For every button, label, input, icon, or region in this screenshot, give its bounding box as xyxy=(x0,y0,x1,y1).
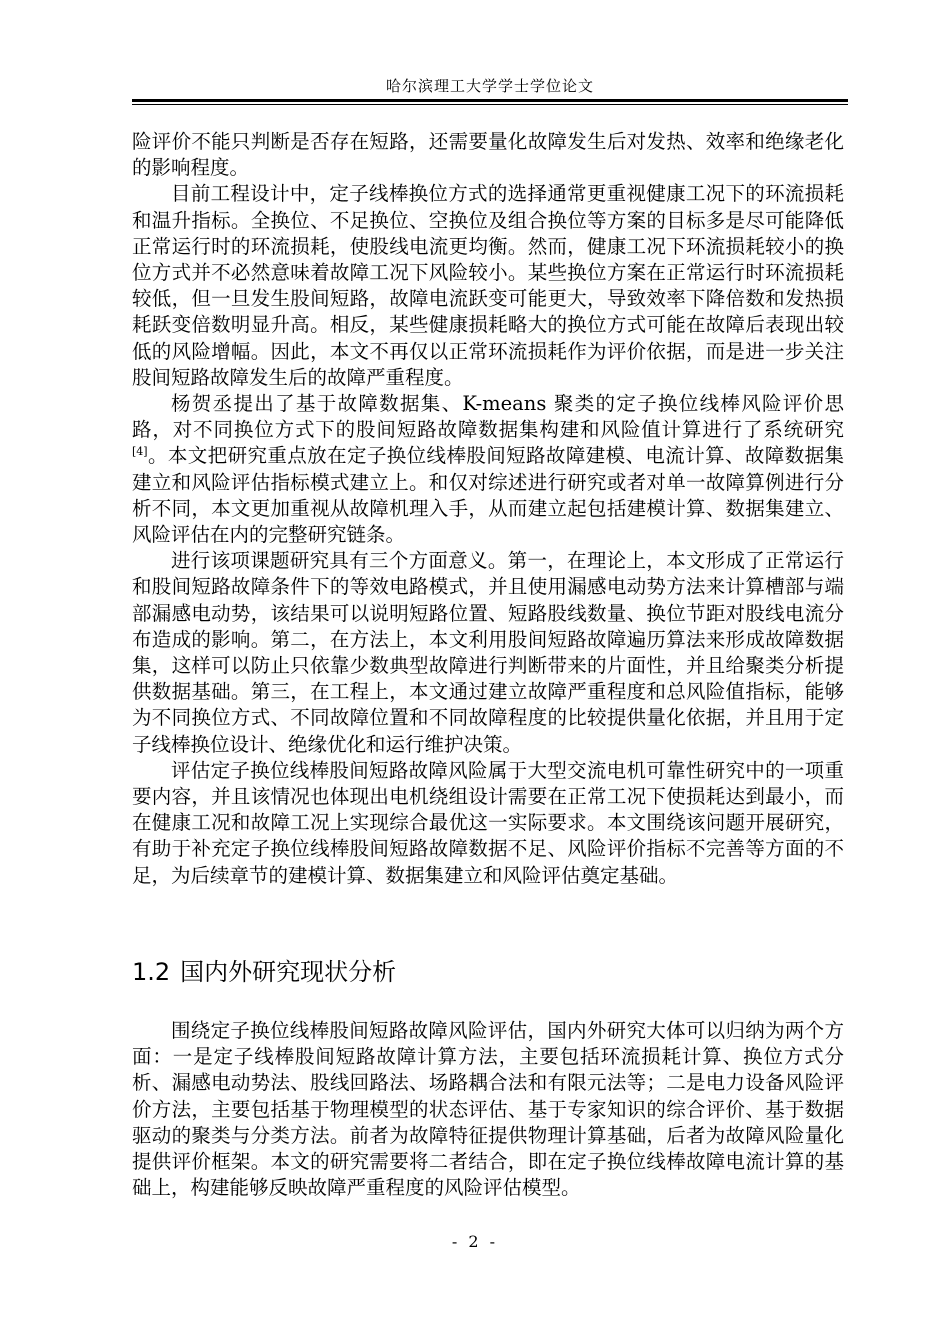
section-heading xyxy=(132,955,396,989)
section-number: 1.2 xyxy=(132,958,171,986)
paragraph: 围绕定子换位线棒股间短路故障风险评估，国内外研究大体可以归纳为两个方面：一是定子线棒股间短路故障计算方法，主要包括环流损耗计算、换位方式分析、漏感电动势法、股线回路法、场路耦合法和有限元法等；二是电力设备风险评价方法，主要包括基于物理模型的状态评估、基于专家知识的综合评价、基于数据驱动的聚类与分类方法。前者为故障特征提供物理计算基础，后者为故障风险量化提供评价框架。本文的研究需要将二者结合，即在定子换位线棒故障电流计算的基础上，构建能够反映故障严重程度的风险评估模型。 xyxy=(132,1019,844,1200)
header-rule-thin xyxy=(132,104,848,105)
paragraph-with-citation xyxy=(132,391,844,548)
paragraph-text: 。本文把研究重点放在定子换位线棒股间短路故障建模、电流计算、故障数据集建立和风险评估指标模式建立上。和仅对综述进行研究或者对单一故障算例进行分析不同，本文更加重视从故障机理入手，从而建立起包括建模计算、数据集建立、风险评估在内的完整研究链条。 xyxy=(132,444,844,547)
section-body-text xyxy=(132,1018,844,1201)
section-title: 国内外研究现状分析 xyxy=(180,958,397,986)
body-text xyxy=(132,129,844,889)
page-number: - 2 - xyxy=(451,1232,499,1251)
paragraph: 目前工程设计中，定子线棒换位方式的选择通常更重视健康工况下的环流损耗和温升指标。全换位、不足换位、空换位及组合换位等方案的目标多是尽可能降低正常运行时的环流损耗，使股线电流更均衡。然而，健康工况下环流损耗较小的换位方式并不必然意味着故障工况下风险较小。某些换位方案在正常运行时环流损耗较低，但一旦发生股间短路，故障电流跃变可能更大，导致效率下降倍数和发热损耗跃变倍数明显升高。相反，某些健康损耗略大的换位方式可能在故障后表现出较低的风险增幅。因此，本文不再仅以正常环流损耗作为评价依据，而是进一步关注股间短路故障发生后的故障严重程度。 xyxy=(132,182,844,389)
paragraph: 险评价不能只判断是否存在短路，还需要量化故障发生后对发热、效率和绝缘老化的影响程度。 xyxy=(132,130,844,180)
paragraph-text: 杨贺丞提出了基于故障数据集、K-means 聚类的定子换位线棒风险评价思路，对不同换位方式下的股间短路故障数据集构建和风险值计算进行了系统研究 xyxy=(132,392,844,442)
citation-ref: [4] xyxy=(132,445,148,459)
header-rule-thick xyxy=(132,99,848,102)
paragraph: 进行该项课题研究具有三个方面意义。第一，在理论上，本文形成了正常运行和股间短路故障条件下的等效电路模式，并且使用漏感电动势方法来计算槽部与端部漏感电动势，该结果可以说明短路位置、短路股线数量、换位节距对股线电流分布造成的影响。第二，在方法上，本文利用股间短路故障遍历算法来形成故障数据集，这样可以防止只依靠少数典型故障进行判断带来的片面性，并且给聚类分析提供数据基础。第三，在工程上，本文通过建立故障严重程度和总风险值指标，能够为不同换位方式、不同故障位置和不同故障程度的比较提供量化依据，并且用于定子线棒换位设计、绝缘优化和运行维护决策。 xyxy=(132,549,844,756)
paragraph: 评估定子换位线棒股间短路故障风险属于大型交流电机可靠性研究中的一项重要内容，并且该情况也体现出电机绕组设计需要在正常工况下使损耗达到最小，而在健康工况和故障工况上实现综合最优这一实际要求。本文围绕该问题开展研究，有助于补充定子换位线棒股间短路故障数据不足、风险评价指标不完善等方面的不足，为后续章节的建模计算、数据集建立和风险评估奠定基础。 xyxy=(132,758,844,887)
running-header: 哈尔滨理工大学学士学位论文 xyxy=(385,77,594,95)
